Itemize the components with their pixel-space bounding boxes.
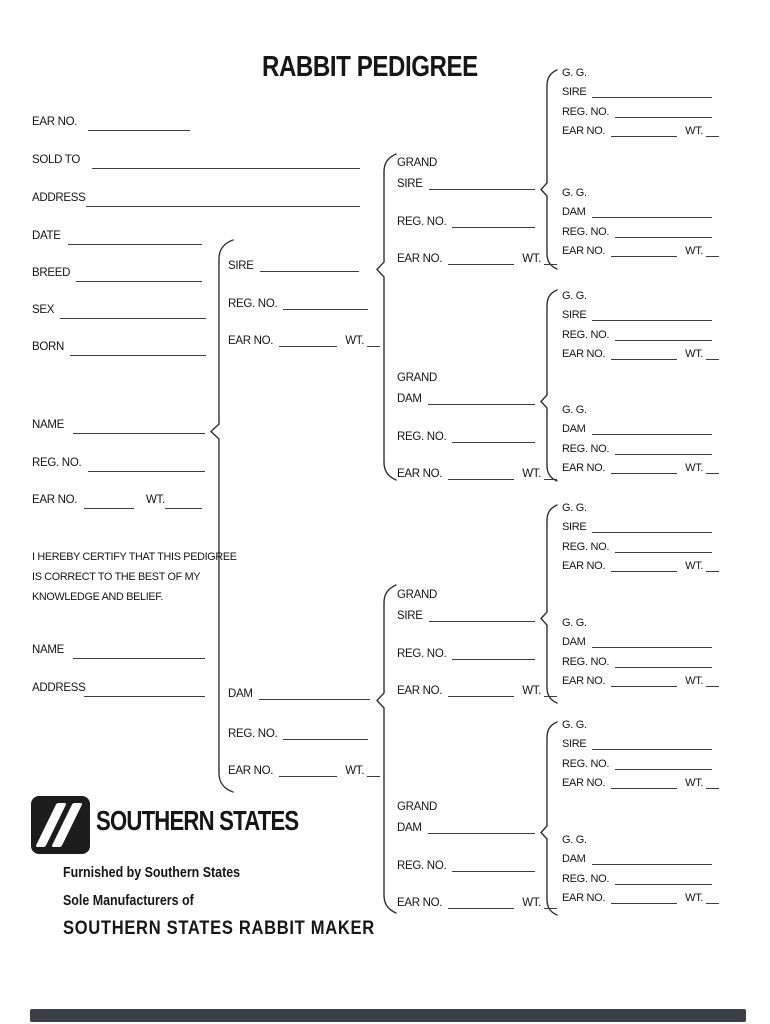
grand-sire-2-wt-field-line[interactable] [544, 696, 557, 697]
gg-dam-2-ear-no-field-line[interactable] [611, 473, 677, 474]
grand-dam-2-ear-no-field-line[interactable] [448, 908, 514, 909]
grand-sire-2-name-label: SIRE [397, 610, 423, 622]
certifier-address-field-line[interactable] [84, 696, 205, 697]
gg-sire-4-reg-no-field-line[interactable] [615, 769, 712, 770]
sole-manufacturers-text: Sole Manufacturers of [63, 892, 194, 909]
gg-sire-4-name-field-line[interactable] [592, 749, 712, 750]
sex-label: SEX [32, 304, 55, 316]
rabbit-ear-no-field-line[interactable] [84, 508, 134, 509]
certification-line-2: IS CORRECT TO THE BEST OF MY [32, 571, 201, 583]
grand-label: GRAND [397, 372, 438, 384]
gg-dam-3-name-label: DAM [562, 636, 586, 649]
gg-dam-2-name-field-line[interactable] [592, 434, 712, 435]
breed-label: BREED [32, 267, 71, 279]
gg-sire-1-ear-no-field-line[interactable] [611, 136, 677, 137]
dam-name-label: DAM [228, 688, 253, 700]
gg-dam-4-ear-no-field-line[interactable] [611, 903, 677, 904]
gg-sire-4-ear-no-field-line[interactable] [611, 788, 677, 789]
born-field-line[interactable] [70, 355, 206, 356]
gg-sire-3-name-label: SIRE [562, 521, 587, 534]
gg-label: G. G. [562, 834, 587, 846]
grand-dam-2-name-label: DAM [397, 822, 422, 834]
gg-dam-2-name-label: DAM [562, 423, 586, 436]
gg-sire-4-reg-no-label: REG. NO. [562, 757, 610, 770]
grand-sire-1-reg-no-field-line[interactable] [452, 227, 535, 228]
gg-dam-3-reg-no-label: REG. NO. [562, 655, 610, 668]
breed-field-line[interactable] [76, 281, 202, 282]
gg-label: G. G. [562, 187, 587, 199]
gg-dam-1-wt-label: WT. [685, 245, 704, 258]
gg-sire-3-wt-label: WT. [685, 560, 704, 573]
gg-sire-3-ear-no-field-line[interactable] [611, 571, 677, 572]
gg-dam-3-name-field-line[interactable] [592, 647, 712, 648]
gg-dam-1-reg-no-field-line[interactable] [615, 237, 712, 238]
gg-sire-3-name-field-line[interactable] [592, 532, 712, 533]
grand-sire-1-name-label: SIRE [397, 178, 423, 190]
born-label: BORN [32, 341, 65, 353]
brace-grand-dam-1-to-gg [541, 290, 557, 481]
gg-sire-1-wt-label: WT. [685, 125, 704, 138]
product-name-text: SOUTHERN STATES RABBIT MAKER [63, 918, 375, 939]
grand-dam-2-reg-no-field-line[interactable] [452, 871, 535, 872]
brace-grand-sire-1-to-gg [541, 70, 557, 269]
date-label: DATE [32, 230, 61, 242]
gg-sire-1-ear-no-label: EAR NO. [562, 125, 606, 138]
grand-dam-1-wt-field-line[interactable] [544, 479, 557, 480]
gg-sire-2-ear-no-label: EAR NO. [562, 348, 606, 361]
ear-no-field-line[interactable] [88, 130, 190, 131]
grand-sire-1-ear-no-label: EAR NO. [397, 253, 443, 265]
sire-reg-no-field-line[interactable] [283, 309, 368, 310]
certifier-address-label: ADDRESS [32, 682, 86, 694]
grand-dam-1-reg-no-label: REG. NO. [397, 431, 447, 443]
gg-label: G. G. [562, 290, 587, 302]
gg-dam-3-ear-no-label: EAR NO. [562, 675, 606, 688]
grand-dam-1-ear-no-field-line[interactable] [448, 479, 514, 480]
sex-field-line[interactable] [60, 318, 206, 319]
gg-dam-3-wt-field-line[interactable] [706, 686, 719, 687]
gg-sire-1-wt-field-line[interactable] [706, 136, 719, 137]
gg-label: G. G. [562, 617, 587, 629]
sire-wt-label: WT. [345, 335, 365, 347]
gg-sire-1-reg-no-label: REG. NO. [562, 105, 610, 118]
certification-line-1: I HEREBY CERTIFY THAT THIS PEDIGREE [32, 551, 237, 563]
gg-dam-4-ear-no-label: EAR NO. [562, 892, 606, 905]
brace-name-to-sire-dam [211, 240, 233, 792]
gg-dam-1-name-field-line[interactable] [592, 217, 712, 218]
page-bottom-bar [30, 1009, 746, 1022]
address-label: ADDRESS [32, 192, 86, 204]
dam-ear-no-field-line[interactable] [279, 776, 337, 777]
gg-dam-1-wt-field-line[interactable] [706, 256, 719, 257]
gg-sire-1-name-field-line[interactable] [592, 97, 712, 98]
gg-sire-4-wt-label: WT. [685, 777, 704, 790]
grand-dam-2-wt-field-line[interactable] [544, 908, 557, 909]
sold-to-field-line[interactable] [92, 168, 360, 169]
gg-sire-1-name-label: SIRE [562, 86, 587, 99]
gg-dam-1-reg-no-label: REG. NO. [562, 225, 610, 238]
sire-name-label: SIRE [228, 260, 254, 272]
gg-dam-4-reg-no-label: REG. NO. [562, 872, 610, 885]
certification-text [32, 547, 237, 607]
gg-dam-3-wt-label: WT. [685, 675, 704, 688]
gg-sire-4-ear-no-label: EAR NO. [562, 777, 606, 790]
furnished-by-text: Furnished by Southern States [63, 864, 241, 881]
rabbit-ear-no-label: EAR NO. [32, 494, 78, 506]
gg-label: G. G. [562, 502, 587, 514]
gg-dam-2-ear-no-label: EAR NO. [562, 462, 606, 475]
gg-dam-1-name-label: DAM [562, 206, 586, 219]
grand-dam-1-name-label: DAM [397, 393, 422, 405]
gg-sire-3-reg-no-field-line[interactable] [615, 552, 712, 553]
grand-sire-1-wt-field-line[interactable] [544, 264, 557, 265]
gg-dam-2-wt-label: WT. [685, 462, 704, 475]
rabbit-wt-label: WT. [146, 494, 165, 506]
grand-label: GRAND [397, 589, 438, 601]
sire-reg-no-label: REG. NO. [228, 298, 278, 310]
grand-sire-1-wt-label: WT. [522, 253, 542, 265]
grand-sire-1-name-field-line[interactable] [429, 189, 535, 190]
gg-label: G. G. [562, 404, 587, 416]
gg-label: G. G. [562, 719, 587, 731]
sold-to-label: SOLD TO [32, 154, 80, 166]
rabbit-name-field-line[interactable] [73, 433, 205, 434]
gg-dam-2-reg-no-label: REG. NO. [562, 442, 610, 455]
grand-dam-1-wt-label: WT. [522, 468, 542, 480]
grand-dam-2-reg-no-label: REG. NO. [397, 860, 447, 872]
grand-dam-2-wt-label: WT. [522, 897, 542, 909]
grand-dam-1-reg-no-field-line[interactable] [452, 442, 535, 443]
sire-ear-no-label: EAR NO. [228, 335, 274, 347]
dam-ear-no-label: EAR NO. [228, 765, 274, 777]
brace-grand-dam-2-to-gg [541, 722, 557, 915]
ear-no-label: EAR NO. [32, 116, 78, 128]
gg-dam-3-ear-no-field-line[interactable] [611, 686, 677, 687]
rabbit-reg-no-label: REG. NO. [32, 457, 82, 469]
grand-sire-2-reg-no-label: REG. NO. [397, 648, 447, 660]
grand-label: GRAND [397, 801, 438, 813]
gg-dam-1-ear-no-label: EAR NO. [562, 245, 606, 258]
grand-sire-2-ear-no-label: EAR NO. [397, 685, 443, 697]
gg-dam-4-name-field-line[interactable] [592, 864, 712, 865]
certifier-name-field-line[interactable] [73, 658, 205, 659]
grand-dam-2-name-field-line[interactable] [428, 833, 535, 834]
grand-sire-1-ear-no-field-line[interactable] [448, 264, 514, 265]
gg-sire-2-name-field-line[interactable] [592, 320, 712, 321]
gg-sire-2-reg-no-field-line[interactable] [615, 340, 712, 341]
rabbit-reg-no-field-line[interactable] [88, 471, 205, 472]
gg-sire-2-wt-label: WT. [685, 348, 704, 361]
dam-wt-field-line[interactable] [367, 776, 380, 777]
gg-dam-2-wt-field-line[interactable] [706, 473, 719, 474]
grand-label: GRAND [397, 157, 438, 169]
rabbit-name-label: NAME [32, 419, 65, 431]
brace-sire-to-grandparents [377, 154, 396, 480]
grand-sire-2-wt-label: WT. [522, 685, 542, 697]
dam-reg-no-label: REG. NO. [228, 728, 278, 740]
dam-reg-no-field-line[interactable] [283, 739, 368, 740]
sire-ear-no-field-line[interactable] [279, 346, 337, 347]
gg-sire-2-name-label: SIRE [562, 309, 587, 322]
sire-wt-field-line[interactable] [367, 346, 380, 347]
grand-dam-1-ear-no-label: EAR NO. [397, 468, 443, 480]
gg-sire-3-ear-no-label: EAR NO. [562, 560, 606, 573]
gg-label: G. G. [562, 67, 587, 79]
gg-dam-4-name-label: DAM [562, 853, 586, 866]
grand-dam-2-ear-no-label: EAR NO. [397, 897, 443, 909]
gg-sire-1-reg-no-field-line[interactable] [615, 117, 712, 118]
certification-line-3: KNOWLEDGE AND BELIEF. [32, 591, 164, 603]
grand-sire-2-ear-no-field-line[interactable] [448, 696, 514, 697]
southern-states-logo-icon [31, 796, 90, 854]
dam-name-field-line[interactable] [259, 699, 370, 700]
grand-dam-1-name-field-line[interactable] [428, 404, 535, 405]
brand-wordmark: SOUTHERN STATES [96, 805, 299, 836]
gg-sire-4-wt-field-line[interactable] [706, 788, 719, 789]
gg-sire-3-reg-no-label: REG. NO. [562, 540, 610, 553]
grand-sire-1-reg-no-label: REG. NO. [397, 216, 447, 228]
certifier-name-label: NAME [32, 644, 65, 656]
gg-sire-2-ear-no-field-line[interactable] [611, 359, 677, 360]
grand-sire-2-reg-no-field-line[interactable] [452, 659, 535, 660]
gg-dam-4-wt-field-line[interactable] [706, 903, 719, 904]
rabbit-wt-field-line[interactable] [165, 508, 202, 509]
brace-grand-sire-2-to-gg [541, 505, 557, 703]
date-field-line[interactable] [68, 244, 202, 245]
gg-dam-2-reg-no-field-line[interactable] [615, 454, 712, 455]
dam-wt-label: WT. [345, 765, 365, 777]
gg-sire-2-wt-field-line[interactable] [706, 359, 719, 360]
gg-dam-4-reg-no-field-line[interactable] [615, 884, 712, 885]
gg-sire-4-name-label: SIRE [562, 738, 587, 751]
grand-sire-2-name-field-line[interactable] [429, 621, 535, 622]
gg-dam-3-reg-no-field-line[interactable] [615, 667, 712, 668]
gg-dam-1-ear-no-field-line[interactable] [611, 256, 677, 257]
brace-dam-to-grandparents [377, 585, 396, 913]
gg-dam-4-wt-label: WT. [685, 892, 704, 905]
gg-sire-3-wt-field-line[interactable] [706, 571, 719, 572]
gg-sire-2-reg-no-label: REG. NO. [562, 328, 610, 341]
address-field-line[interactable] [86, 206, 360, 207]
form-title: RABBIT PEDIGREE [262, 51, 478, 83]
sire-name-field-line[interactable] [260, 271, 359, 272]
